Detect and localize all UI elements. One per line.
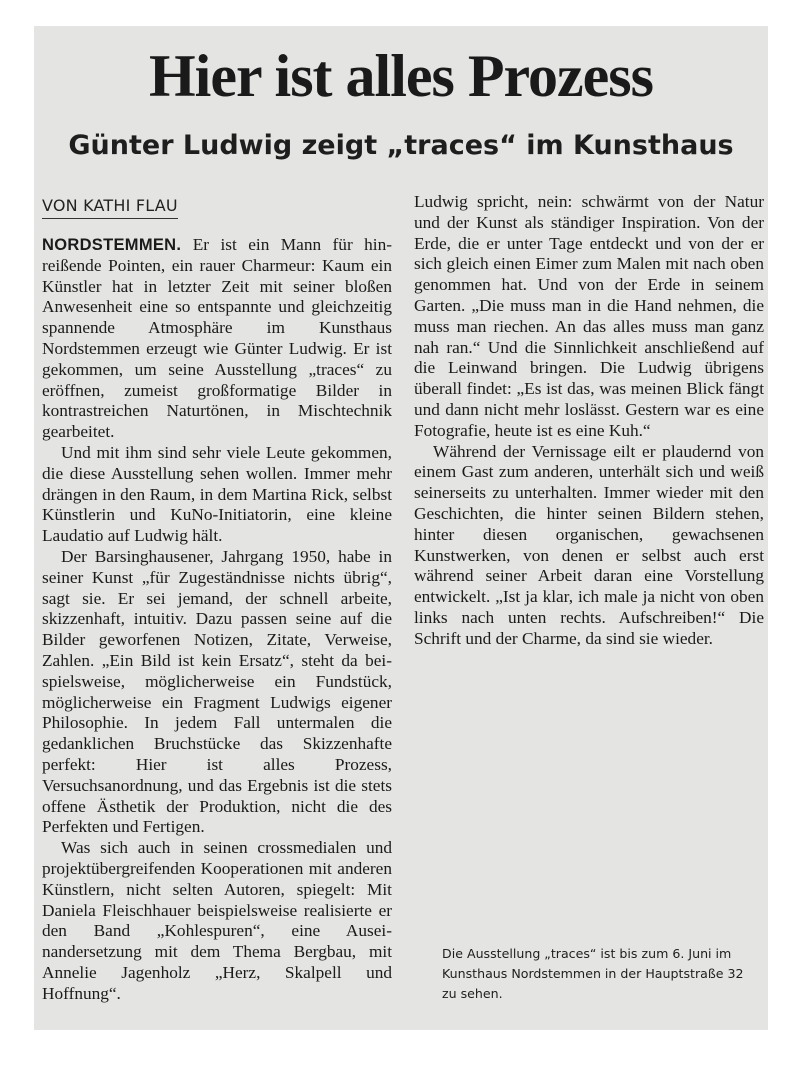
exhibition-info-box: Die Ausstellung „traces“ ist bis zum 6. Juni im Kunsthaus Nordstemmen in der Hauptstraße 32 zu sehen. bbox=[442, 946, 744, 1001]
paragraph-3: Der Barsinghausener, Jahrgang 1950, habe in seiner Kunst „für Zugeständnisse nichts übrig“, sagt sie. Er sei jemand, der schnell arbeite, skizzenhaft, intuitiv. Dazu passen seine auf die Bilder geworfenen Notizen, Zitate, Verweise, Zahlen. „Ein Bild ist kein Ersatz“, steht da beispielsweise, möglicherweise ein Fundstück, möglicherweise ein Fragment Ludwigs eigener Philosophie. In jedem Fall untermalen die gedanklichen Bruchstücke das Skizzenhafte perfekt: Hier ist alles Prozess, Versuchsanordnung, und das Ergebnis ist die stets offene Ästhetik der Produktion, nicht die des Perfekten und Fertigen. bbox=[42, 546, 392, 837]
newspaper-clipping bbox=[34, 26, 768, 1030]
dateline: NORDSTEMMEN. bbox=[42, 236, 182, 254]
article-column-right bbox=[414, 192, 764, 650]
byline: VON KATHI FLAU bbox=[42, 196, 178, 219]
paragraph-4: Was sich auch in seinen crossmedialen und projektübergreifenden Kooperationen mit anderen Künstlern, nicht selten Autoren, spiegelt: Mit Daniela Fleischhauer beispielsweise realisierte er den Band „Kohlespuren“, eine Auseinandersetzung mit dem Thema Bergbau, mit Annelie Jagenholz „Herz, Skalpell und Hoffnung“. bbox=[42, 838, 392, 1003]
headline: Hier ist alles Prozess bbox=[149, 43, 653, 109]
subheadline: Günter Ludwig zeigt „traces“ im Kunsthaus bbox=[68, 130, 734, 161]
paragraph-5: Ludwig spricht, nein: schwärmt von der Natur und der Kunst als ständiger Inspiration. Von der Erde, die er unter Tage entdeckt und von der er sich gleich einen Eimer zum Malen mit nach oben genommen hat. Und von der Erde in seinem Garten. „Die muss man in die Hand nehmen, die muss man riechen. An das alles muss man ganz nah ran.“ Und die Sinnlichkeit anschließend auf die Leinwand bringen. Die Ludwig übrigens überall findet: „Es ist das, was meinen Blick fängt und dann nicht mehr loslässt. Gestern war es eine Fotografie, heute ist es eine Kuh.“ bbox=[414, 192, 764, 440]
paragraph-2: Und mit ihm sind sehr viele Leute gekommen, die diese Ausstellung sehen wollen. Immer mehr drängen in den Raum, in dem Martina Rick, selbst Künstlerin und KuNo-Initiatorin, eine kleine Laudatio auf Ludwig hält. bbox=[42, 442, 392, 546]
article-column-left bbox=[42, 235, 392, 1004]
lead-text: Er ist ein Mann für hinreißende Pointen, ein rauer Charmeur: Kaum ein Künstler hat in letzter Zeit mit seiner bloßen Anwesenheit eine so entspannte und gleichzeitig spannende Atmosphäre im Kunsthaus Nordstemmen erzeugt wie Günter Ludwig. Er ist gekommen, um seine Ausstellung „traces“ zu eröffnen, zumeist großformatige Bilder in kontrastreichen Naturtönen, in Mischtechnik gearbeitet. bbox=[42, 235, 392, 442]
lead-paragraph bbox=[42, 235, 392, 443]
paragraph-6: Während der Vernissage eilt er plaudernd von einem Gast zum anderen, unterhält sich und weiß seinerseits zu unterhalten. Immer wieder mit den Geschichten, die hinter seinen Bildern stehen, hinter diesen organischen, gewachsenen Kunstwerken, von denen er selbst auch erst während seiner Arbeit daran eine Vorstellung entwickelt. „Ist ja klar, ich male ja nicht von oben links nach unten rechts. Aufschreiben!“ Die Schrift und der Charme, da sind sie wieder. bbox=[414, 441, 764, 648]
